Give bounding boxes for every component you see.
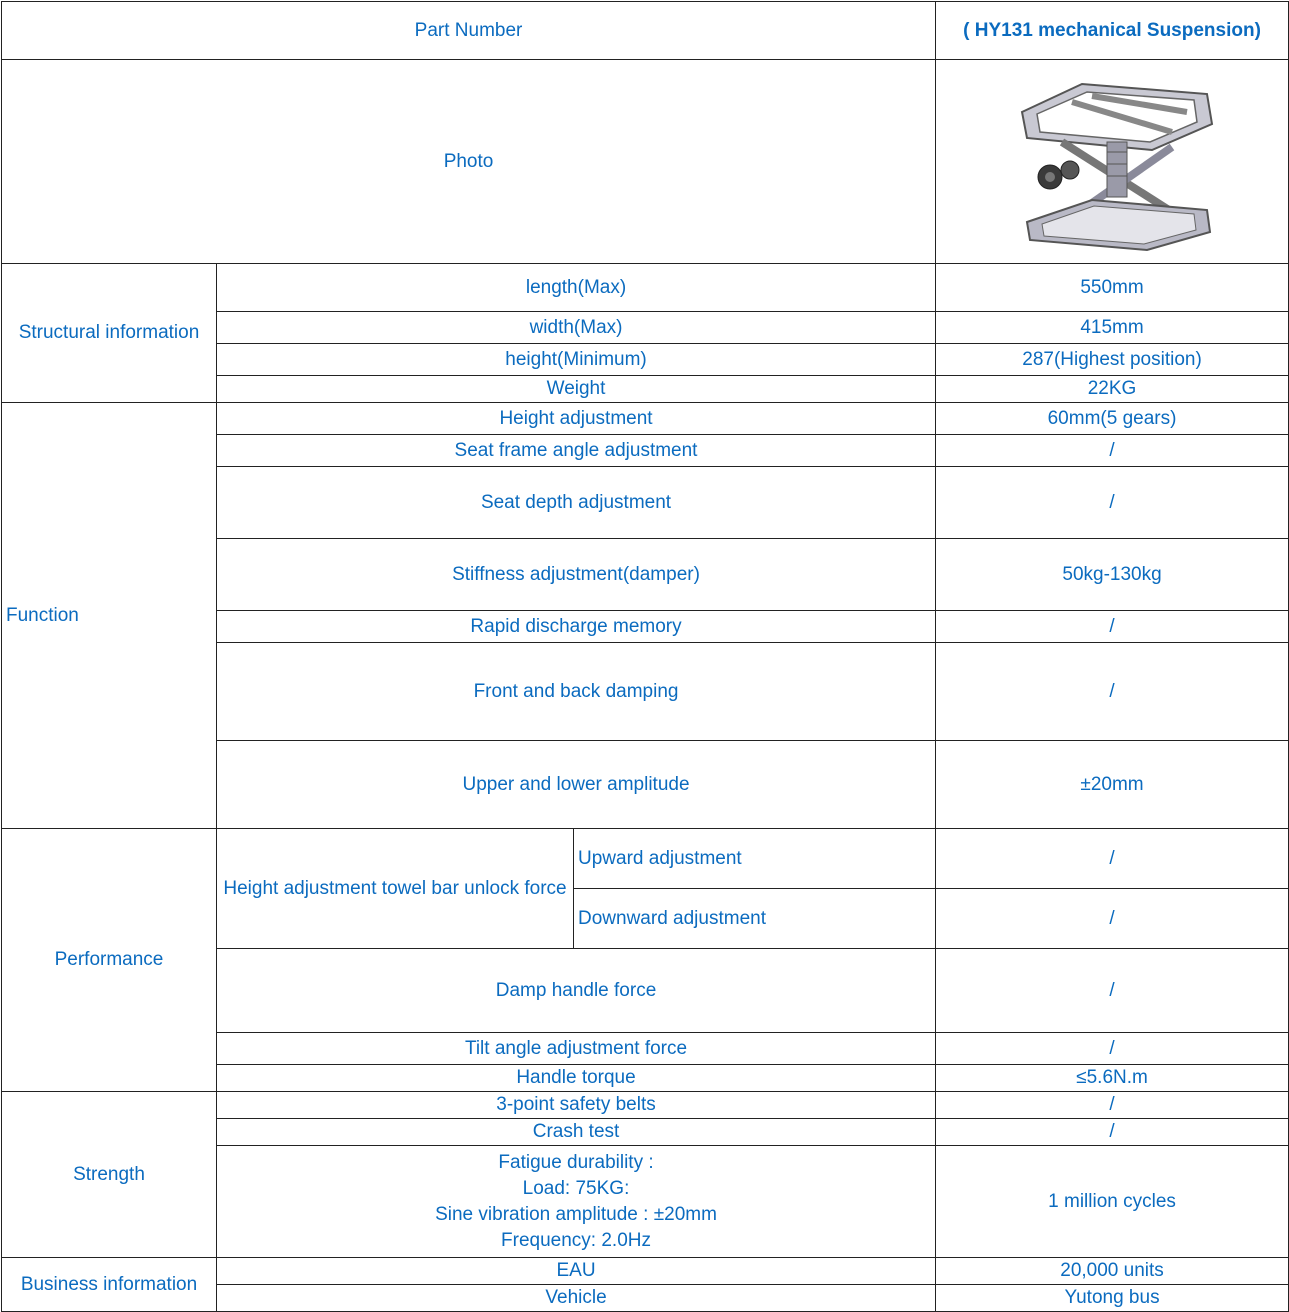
spec-value: / bbox=[936, 435, 1289, 467]
header-row bbox=[2, 2, 1289, 60]
spec-name: Rapid discharge memory bbox=[217, 611, 936, 643]
spec-value: / bbox=[936, 1119, 1289, 1146]
fatigue-line: Load: 75KG: bbox=[522, 1177, 630, 1199]
performance-label: Performance bbox=[2, 829, 217, 1092]
spec-name: Crash test bbox=[217, 1119, 936, 1146]
spec-name: width(Max) bbox=[217, 312, 936, 344]
spec-name: Handle torque bbox=[217, 1065, 936, 1092]
spec-name: Upper and lower amplitude bbox=[217, 741, 936, 829]
spec-value: 50kg-130kg bbox=[936, 539, 1289, 611]
fatigue-durability-cell bbox=[217, 1146, 936, 1258]
spec-value: / bbox=[936, 1033, 1289, 1065]
spec-value: / bbox=[936, 889, 1289, 949]
photo-label: Photo bbox=[2, 60, 936, 264]
spec-name: Front and back damping bbox=[217, 643, 936, 741]
spec-name: Stiffness adjustment(damper) bbox=[217, 539, 936, 611]
fatigue-line: Frequency: 2.0Hz bbox=[501, 1229, 651, 1251]
spec-value: 415mm bbox=[936, 312, 1289, 344]
spec-value: Yutong bus bbox=[936, 1285, 1289, 1312]
spec-value: ±20mm bbox=[936, 741, 1289, 829]
spec-name: 3-point safety belts bbox=[217, 1092, 936, 1119]
spec-value: 20,000 units bbox=[936, 1258, 1289, 1285]
unlock-force-label: Height adjustment towel bar unlock force bbox=[217, 829, 574, 949]
spec-name: Seat depth adjustment bbox=[217, 467, 936, 539]
model-name: ( HY131 mechanical Suspension) bbox=[936, 2, 1289, 60]
spec-name: Height adjustment bbox=[217, 403, 936, 435]
spec-name: EAU bbox=[217, 1258, 936, 1285]
structural-label: Structural information bbox=[2, 264, 217, 403]
spec-name: Vehicle bbox=[217, 1285, 936, 1312]
fatigue-line: Fatigue durability : bbox=[498, 1151, 654, 1173]
business-label: Business information bbox=[2, 1258, 217, 1312]
function-label: Function bbox=[2, 403, 217, 829]
photo-cell bbox=[936, 60, 1289, 264]
strength-label: Strength bbox=[2, 1092, 217, 1258]
spec-value: 550mm bbox=[936, 264, 1289, 312]
spec-value: 287(Highest position) bbox=[936, 344, 1289, 376]
spec-name: Seat frame angle adjustment bbox=[217, 435, 936, 467]
spec-value: 22KG bbox=[936, 376, 1289, 403]
spec-name: Damp handle force bbox=[217, 949, 936, 1033]
upward-adjustment-label: Upward adjustment bbox=[574, 829, 936, 889]
photo-row bbox=[2, 60, 1289, 264]
spec-name: Tilt angle adjustment force bbox=[217, 1033, 936, 1065]
part-number-label: Part Number bbox=[2, 2, 936, 60]
spec-value: / bbox=[936, 829, 1289, 889]
spec-table bbox=[1, 1, 1289, 1312]
spec-value: / bbox=[936, 467, 1289, 539]
spec-value: / bbox=[936, 949, 1289, 1033]
seat-suspension-icon bbox=[1002, 72, 1222, 252]
spec-value: / bbox=[936, 611, 1289, 643]
spec-value: 1 million cycles bbox=[936, 1146, 1289, 1258]
spec-value: / bbox=[936, 1092, 1289, 1119]
fatigue-line: Sine vibration amplitude : ±20mm bbox=[435, 1203, 717, 1225]
spec-value: 60mm(5 gears) bbox=[936, 403, 1289, 435]
spec-name: Weight bbox=[217, 376, 936, 403]
spec-value: / bbox=[936, 643, 1289, 741]
spec-name: height(Minimum) bbox=[217, 344, 936, 376]
spec-name: length(Max) bbox=[217, 264, 936, 312]
downward-adjustment-label: Downward adjustment bbox=[574, 889, 936, 949]
spec-value: ≤5.6N.m bbox=[936, 1065, 1289, 1092]
